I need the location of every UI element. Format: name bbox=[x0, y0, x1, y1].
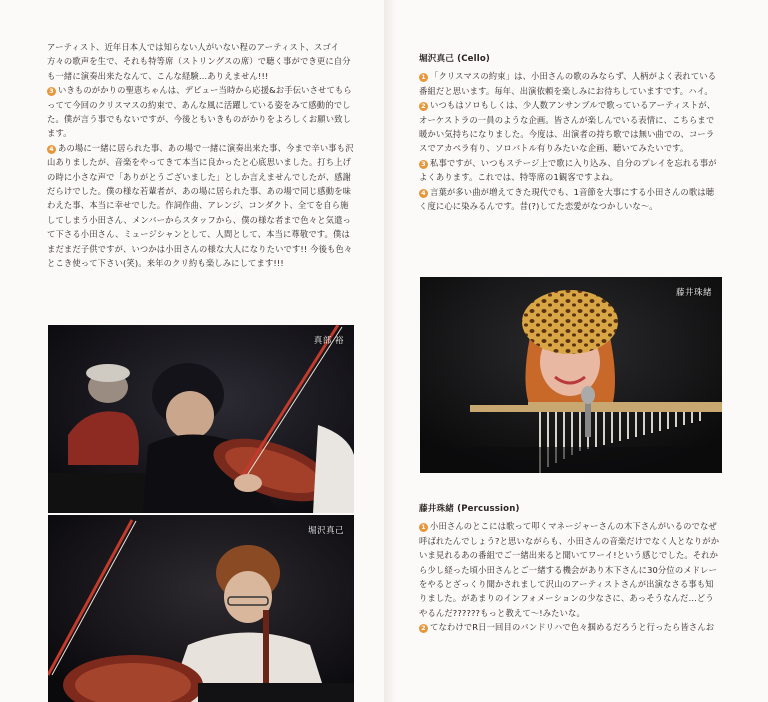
answer-text: いきものがかりの聖恵ちゃんは、デビュー当時から応援&お手伝いさせてもらってて今回のクリスマスの約束で、あんな風に活躍している姿をみて感動的でした。僕が言う事でもないですが、今後ともいきものがかりをよろしくお願い致します。 bbox=[47, 85, 352, 139]
answer-item-3 bbox=[419, 156, 721, 185]
answer-item-4 bbox=[47, 141, 355, 271]
answer-text: 言葉が多い曲が増えてきた現代でも、1音節を大事にする小田さんの歌は聴く度に心に染みるんです。昔(?)してた恋愛がなつかしいな〜。 bbox=[419, 186, 715, 212]
answer-item-2 bbox=[419, 620, 721, 634]
cello-section bbox=[419, 52, 721, 213]
answer-item-4 bbox=[419, 185, 721, 214]
number-badge: 4 bbox=[47, 145, 56, 154]
intro-paragraph: アーティスト、近年日本人では知らない人がいない程のアーティスト、スゴイ方々の歌声を生で、それも特等席（ストリングスの席）で聴く事ができ更に自分も一緒に演奏出来たなんて、こんな経験…ありえません!!! bbox=[47, 42, 351, 81]
answer-item-3 bbox=[47, 83, 355, 141]
number-badge: 1 bbox=[419, 73, 428, 82]
number-badge: 3 bbox=[47, 87, 56, 96]
section-heading: 藤井珠緒 (Percussion) bbox=[419, 504, 520, 514]
cellist-photo bbox=[48, 515, 354, 702]
number-badge: 4 bbox=[419, 189, 428, 198]
photo-caption: 藤井珠緒 bbox=[675, 288, 712, 298]
answer-item-2 bbox=[419, 98, 721, 156]
photo-caption: 真部 裕 bbox=[313, 336, 344, 346]
percussionist-photo bbox=[420, 277, 722, 473]
photo-caption: 堀沢真己 bbox=[307, 526, 344, 536]
percussion-section bbox=[419, 502, 721, 635]
number-badge: 2 bbox=[419, 102, 428, 111]
left-column-text bbox=[47, 40, 355, 271]
section-heading: 堀沢真己 (Cello) bbox=[419, 54, 490, 64]
number-badge: 1 bbox=[419, 523, 428, 532]
answer-text: あの場に一緒に居られた事、あの場で一緒に演奏出来た事、今まで辛い事も沢山ありましたが、音楽をやってきて本当に良かったと心底思いました。打ち上げの時に小さな声で「ありがとうございました」としか言えませんでしたが、感謝だらけでした。僕の様な若輩者が、あの場に居られた事、あの場で同じ感動を味わえた事、本当に幸せでした。作詞作曲、アレンジ、コンダクト、全てを自ら施してしまう小田さん、メンバーからスタッフから、僕の様な者まで色々と気遣って下さる小田さん、ミュージシャンとして、人間として、本当に尊敬です。僕はまだまだ子供ですが、いつかは小田さんの様な大人になりたいです!! 今後も色々とこき使って下さい(笑)。来年のクリ約も楽しみにしてます!!! bbox=[47, 142, 354, 269]
violinist-photo bbox=[48, 325, 354, 513]
answer-text: 私事ですが、いつもステージ上で歌に入り込み、自分のプレイを忘れる事がよくあります。これでは、特等席の1観客ですよね。 bbox=[419, 157, 717, 183]
answer-item-1 bbox=[419, 69, 721, 98]
page-fold-shadow bbox=[384, 0, 396, 702]
answer-text: てなわけでR日一回目のバンドリハで色々掴めるだろうと行ったら皆さんお bbox=[430, 622, 715, 633]
answer-text: 小田さんのとこには歌って叩くマネージャーさんの木下さんがいるのでなぜ呼ばれたんでしょう?と思いながらも、小田さんの音楽だけでなく人となりがかいま見れるあの番組でご一緒出来ると聞いてワーイ!という感じでした。それから少し経った頃小田さんとご一緒する機会があり木下さんに30分位のメドレーをやるとざっくり聞かされまして沢山のアーティストさんが出演なさる事も知りました。があまりのインフォメーションの少なさに、あっそうなんだ…どうやるんだ??????もっと教えて〜!みたいな。 bbox=[419, 521, 720, 618]
answer-item-1 bbox=[419, 519, 721, 620]
answer-text: いつもはソロもしくは、少人数アンサンブルで歌っているアーティストが、オーケストラの一員のような企画。皆さんが楽しんでいる表情に、こちらまで暖かい気持ちになりました。今度は、出演者の持ち歌では無い曲での、コーラスでアカペラ有り、ソロバトル有りみたいな企画、聴いてみたいです。 bbox=[419, 100, 716, 154]
answer-text: 「クリスマスの約束」は、小田さんの歌のみならず、人柄がよく表れている番組だと思います。毎年、出演依頼を楽しみにお待ちしていますです。ハイ。 bbox=[419, 71, 717, 96]
number-badge: 2 bbox=[419, 624, 428, 633]
number-badge: 3 bbox=[419, 160, 428, 169]
